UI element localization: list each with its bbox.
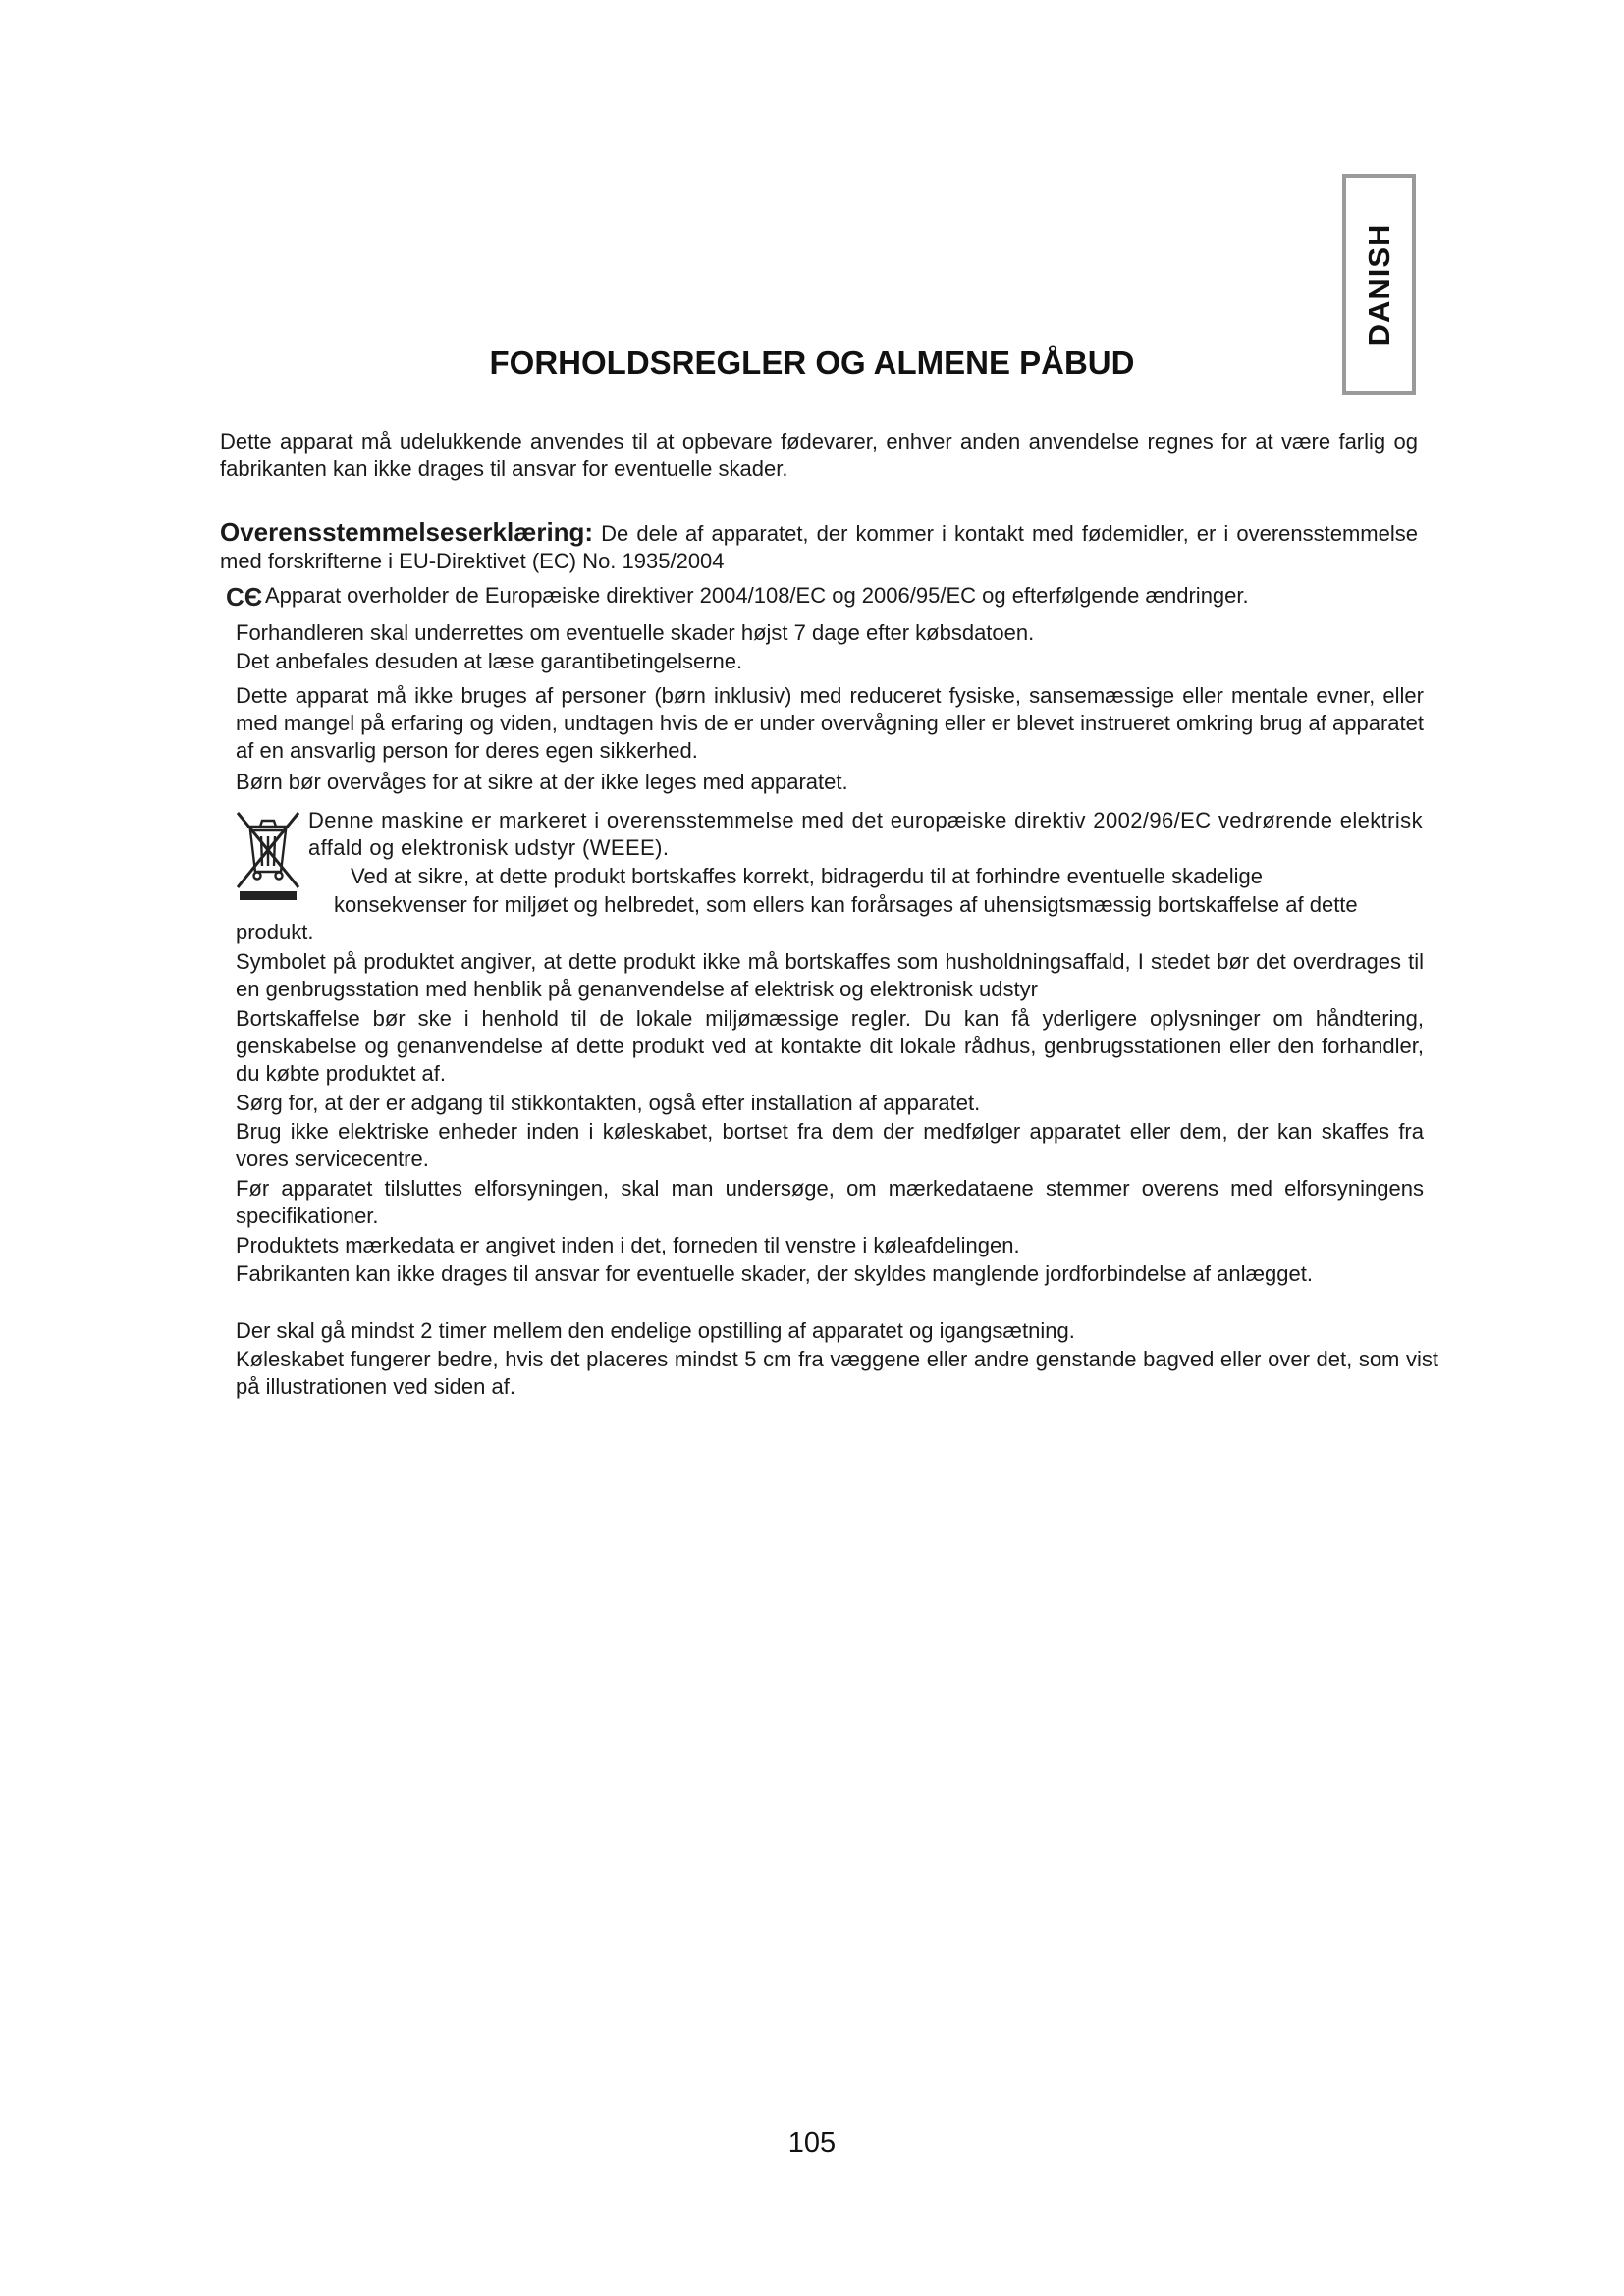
warranty-paragraph: Det anbefales desuden at læse garantibetingelserne. [236,649,743,673]
socket-paragraph: Sørg for, at der er adgang til stikkontakten, også efter installation af apparatet. [236,1091,981,1115]
wait-paragraph: Der skal gå mindst 2 timer mellem den endelige opstilling af apparatet og igangsætning. [236,1318,1075,1343]
no-electric-paragraph: Brug ikke elektriske enheder inden i køleskabet, bortset fra dem der medfølger apparatet eller dem, der kan skaffes fra vores servicecentre. [236,1119,1424,1171]
weee-continuation-line: Ved at sikre, at dette produkt bortskaffes korrekt, bidragerdu til at forhindre eventuelle skadelige [351,864,1264,888]
intro-paragraph: Dette apparat må udelukkende anvendes til at opbevare fødevarer, enhver anden anvendelse regnes for at være farlig og fabrikanten kan ikke drages til ansvar for eventuelle skader. [220,429,1418,481]
power-supply-paragraph: Før apparatet tilsluttes elforsyningen, skal man undersøge, om mærkedataene stemmer overens med elforsyningens specifikationer. [236,1176,1424,1228]
rating-paragraph: Produktets mærkedata er angivet inden i det, forneden til venstre i køleafdelingen. [236,1233,1020,1257]
weee-bin-icon [232,807,304,903]
page-title: FORHOLDSREGLER OG ALMENE PÅBUD [489,345,1135,381]
ce-mark-icon: CЄ [226,582,263,612]
weee-paragraph: Denne maskine er markeret i overensstemmelse med det europæiske direktiv 2002/96/EC vedrørende elektrisk affald og elektronisk udstyr (WEEE). [308,808,1423,860]
persons-paragraph: Dette apparat må ikke bruges af personer (børn inklusiv) med reduceret fysiske, sansemæssige eller mentale evner, eller med mangel på erfaring og viden, undtagen hvis de er under overvågning eller er blevet instrueret omkring brug af apparatet af en ansvarlig person for deres egen sikkerhed. [236,683,1424,763]
symbol-paragraph: Symbolet på produktet angiver, at dette produkt ikke må bortskaffes som husholdningsaffald, I stedet bør det overdrages til en genbrugsstation med henblik på genanvendelse af elektrisk og elektronisk udstyr [236,949,1424,1001]
language-tab-label: DANISH [1361,223,1396,346]
clearance-paragraph: Køleskabet fungerer bedre, hvis det placeres mindst 5 cm fra væggene eller andre genstande bagved eller over det, som vist på illustrationen ved siden af. [236,1347,1438,1399]
conformity-paragraph [220,518,1418,575]
children-paragraph: Børn bør overvåges for at sikre at der ikke leges med apparatet. [236,770,848,794]
conformity-text: De dele af apparatet, der kommer i kontakt med fødemidler, er i overensstemmelse med forskrifterne i EU-Direktivet (EC) No. 1935/2004 [220,521,1418,573]
disposal-paragraph: Bortskaffelse bør ske i henhold til de lokale miljømæssige regler. Du kan få yderligere oplysninger om håndtering, genskabelse og genanvendelse af dette produkt ved at kontakte dit lokale rådhus, genbrugsstationen eller den forhandler, du købte produktet af. [236,1006,1424,1086]
ce-paragraph: Apparat overholder de Europæiske direktiver 2004/108/EC og 2006/95/EC og efterfølgende ændringer. [265,583,1249,608]
weee-continuation-paragraph: konsekvenser for miljøet og helbredet, som ellers kan forårsages af uhensigtsmæssig bortskaffelse af dette produkt. [236,892,1358,944]
dealer-paragraph: Forhandleren skal underrettes om eventuelle skader højst 7 dage efter købsdatoen. [236,620,1035,645]
page-number: 105 [787,2127,837,2159]
conformity-heading: Overensstemmelseserklæring: [220,517,594,547]
grounding-paragraph: Fabrikanten kan ikke drages til ansvar for eventuelle skader, der skyldes manglende jordforbindelse af anlægget. [236,1261,1313,1286]
